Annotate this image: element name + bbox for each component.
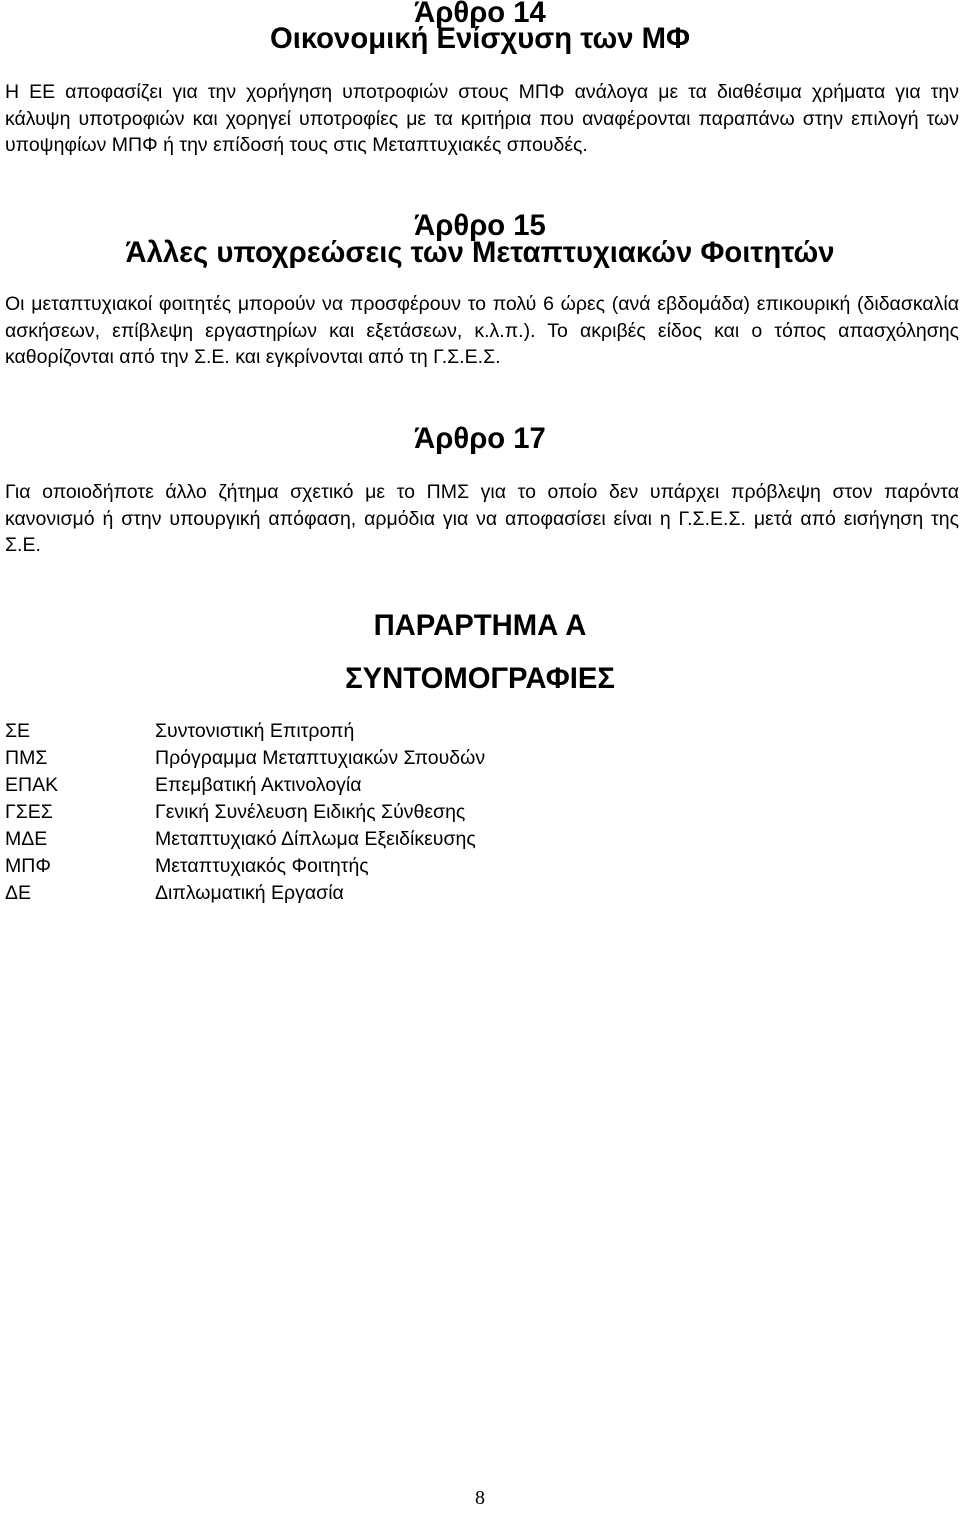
abbreviation-meaning: Μεταπτυχιακός Φοιτητής	[155, 855, 369, 877]
article-17-number: Άρθρο 17	[414, 423, 546, 455]
abbreviation-meaning: Γενική Συνέλευση Ειδικής Σύνθεσης	[155, 801, 466, 823]
abbreviation-meaning: Επεμβατική Ακτινολογία	[155, 774, 362, 796]
abbreviation-row	[5, 745, 705, 772]
appendix-subtitle: ΣΥΝΤΟΜΟΓΡΑΦΙΕΣ	[345, 663, 615, 695]
abbreviation-code: ΕΠΑΚ	[5, 774, 59, 796]
article-17-body: Για οποιοδήποτε άλλο ζήτημα σχετικό με το ΠΜΣ για το οποίο δεν υπάρχει πρόβλεψη στον παρόντα κανονισμό ή στην υπουργική απόφαση, αρμόδια για να αποφασίσει είναι η Γ.Σ.Ε.Σ. μετά από εισήγηση της Σ.Ε.	[5, 481, 959, 556]
abbreviation-row	[5, 799, 705, 826]
abbreviation-row	[5, 772, 705, 799]
appendix-title: ΠΑΡΑΡΤΗΜΑ Α	[373, 610, 587, 642]
abbreviation-meaning: Διπλωματική Εργασία	[155, 882, 344, 904]
abbreviations-list	[5, 718, 705, 907]
abbreviation-row	[5, 880, 705, 907]
abbreviation-row	[5, 853, 705, 880]
abbreviation-code: ΜΔΕ	[5, 828, 48, 850]
abbreviation-code: ΠΜΣ	[5, 747, 48, 769]
abbreviation-row	[5, 718, 705, 745]
article-15-title: Άλλες υποχρεώσεις των Μεταπτυχιακών Φοιτητών	[125, 237, 835, 269]
article-15-body: Οι μεταπτυχιακοί φοιτητές μπορούν να προσφέρουν το πολύ 6 ώρες (ανά εβδομάδα) επικουρική (διδασκαλία ασκήσεων, επίβλεψη εργαστηρίων και εξετάσεων, κ.λ.π.). Το ακριβές είδος και ο τόπος απασχόλησης καθορίζονται από την Σ.Ε. και εγκρίνονται από τη Γ.Σ.Ε.Σ.	[5, 293, 959, 368]
abbreviation-code: ΣΕ	[5, 720, 31, 742]
abbreviation-row	[5, 826, 705, 853]
abbreviation-code: ΔΕ	[5, 882, 32, 904]
article-15-number: Άρθρο 15	[414, 210, 546, 242]
article-14-body: Η ΕΕ αποφασίζει για την χορήγηση υποτροφιών στους ΜΠΦ ανάλογα με τα διαθέσιμα χρήματα για την κάλυψη υποτροφιών και χορηγεί υποτροφίες με τα κριτήρια που αναφέρονται παραπάνω στην επιλογή των υποψηφίων ΜΠΦ ή την επίδοσή τους στις Μεταπτυχιακές σπουδές.	[5, 81, 959, 156]
article-14-title: Οικονομική Ενίσχυση των ΜΦ	[269, 23, 691, 55]
abbreviation-meaning: Συντονιστική Επιτροπή	[155, 720, 355, 742]
abbreviation-code: ΜΠΦ	[5, 855, 51, 877]
abbreviation-meaning: Πρόγραμμα Μεταπτυχιακών Σπουδών	[155, 747, 486, 769]
article-14-number: Άρθρο 14	[414, 0, 546, 29]
page-number: 8	[475, 1487, 485, 1509]
abbreviation-code: ΓΣΕΣ	[5, 801, 53, 823]
abbreviation-meaning: Μεταπτυχιακό Δίπλωμα Εξειδίκευσης	[155, 828, 476, 850]
